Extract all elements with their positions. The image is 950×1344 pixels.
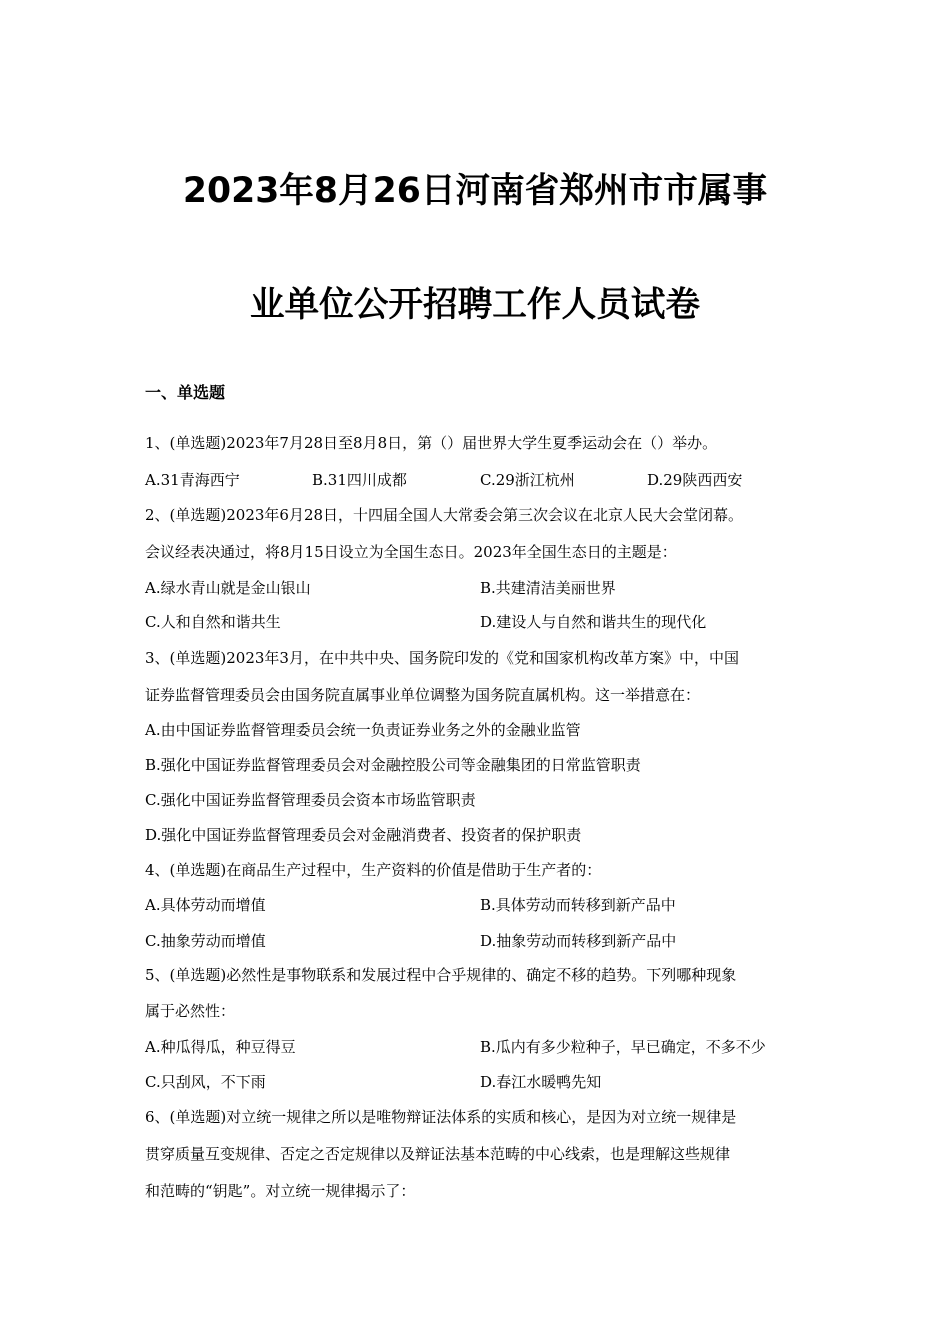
question-5-option-c: C.只刮风，不下雨 [145,1073,266,1091]
question-3-option-d: D.强化中国证券监督管理委员会对金融消费者、投资者的保护职责 [145,826,582,844]
question-2-option-b: B.共建清洁美丽世界 [480,579,616,597]
question-1-option-c: C.29浙江杭州 [480,471,575,489]
question-2-stem-line-1: 2、(单选题)2023年6月28日，十四届全国人大常委会第三次会议在北京人民大会堂闭幕。 [145,506,744,524]
question-2-option-a: A.绿水青山就是金山银山 [145,579,311,597]
question-4-option-a: A.具体劳动而增值 [145,896,266,914]
question-1-option-d: D.29陕西西安 [647,471,743,489]
question-6-stem-line-2: 贯穿质量互变规律、否定之否定规律以及辩证法基本范畴的中心线索，也是理解这些规律 [145,1145,731,1163]
question-3-option-c: C.强化中国证券监督管理委员会资本市场监管职责 [145,791,476,809]
question-3-stem-line-2: 证券监督管理委员会由国务院直属事业单位调整为国务院直属机构。这一举措意在： [145,686,701,704]
question-5-option-d: D.春江水暖鸭先知 [480,1073,602,1091]
question-2-stem-line-2: 会议经表决通过，将8月15日设立为全国生态日。2023年全国生态日的主题是： [145,543,677,561]
question-2-option-d: D.建设人与自然和谐共生的现代化 [480,613,707,631]
question-1-option-b: B.31四川成都 [312,471,407,489]
question-1-stem: 1、(单选题)2023年7月28日至8月8日，第（）届世界大学生夏季运动会在（）举办。 [145,434,718,452]
question-3-option-a: A.由中国证券监督管理委员会统一负责证券业务之外的金融业监管 [145,721,581,739]
question-4-option-c: C.抽象劳动而增值 [145,932,266,950]
question-5-stem-line-2: 属于必然性： [145,1002,236,1020]
question-3-option-b: B.强化中国证券监督管理委员会对金融控股公司等金融集团的日常监管职责 [145,756,641,774]
question-5-option-b: B.瓜内有多少粒种子，早已确定，不多不少 [480,1038,766,1056]
document-title-line-2: 业单位公开招聘工作人员试卷 [249,285,701,325]
question-5-option-a: A.种瓜得瓜，种豆得豆 [145,1038,296,1056]
question-6-stem-line-1: 6、(单选题)对立统一规律之所以是唯物辩证法体系的实质和核心，是因为对立统一规律是 [145,1108,737,1126]
question-4-option-d: D.抽象劳动而转移到新产品中 [480,932,677,950]
question-1-option-a: A.31青海西宁 [145,471,240,489]
question-4-stem: 4、(单选题)在商品生产过程中，生产资料的价值是借助于生产者的： [145,861,602,879]
document-title-line-1: 2023年8月26日河南省郑州市市属事 [182,171,768,211]
question-2-option-c: C.人和自然和谐共生 [145,613,281,631]
question-6-stem-line-3: 和范畴的“钥匙”。对立统一规律揭示了： [145,1182,416,1200]
question-4-option-b: B.具体劳动而转移到新产品中 [480,896,676,914]
question-3-stem-line-1: 3、(单选题)2023年3月，在中共中央、国务院印发的《党和国家机构改革方案》中，中国 [145,649,739,667]
question-5-stem-line-1: 5、(单选题)必然性是事物联系和发展过程中合乎规律的、确定不移的趋势。下列哪种现象 [145,966,737,984]
section-heading: 一、单选题 [145,383,226,402]
